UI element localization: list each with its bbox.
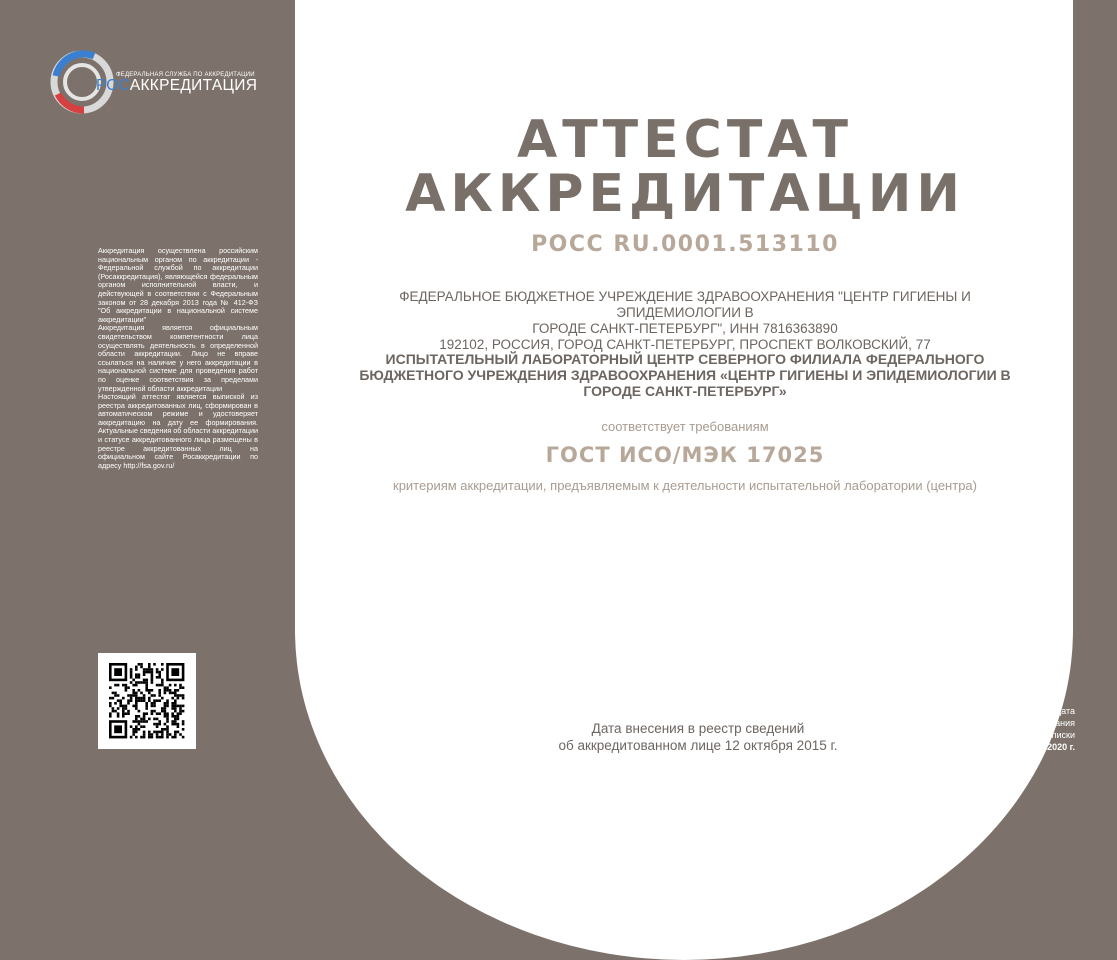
title-line-2: АККРЕДИТАЦИИ [405, 164, 965, 224]
logo-agency-caption: ФЕДЕРАЛЬНАЯ СЛУЖБА ПО АККРЕДИТАЦИИ [116, 72, 255, 78]
registry-date [470, 720, 926, 754]
logo-brand-name [96, 77, 257, 95]
lab-line-1: ИСПЫТАТЕЛЬНЫЙ ЛАБОРАТОРНЫЙ ЦЕНТР СЕВЕРНОГО ФИЛИАЛА ФЕДЕРАЛЬНОГО [385, 351, 985, 367]
laboratory-block [340, 351, 1030, 399]
organization-block [340, 289, 1030, 353]
formation-date-value: 27 января 2020 г. [1000, 742, 1075, 752]
formation-label-1: Дата [1055, 706, 1075, 716]
registration-number: РОСС RU.0001.513110 [531, 232, 839, 257]
org-line-1: ФЕДЕРАЛЬНОЕ БЮДЖЕТНОЕ УЧРЕЖДЕНИЕ ЗДРАВООХРАНЕНИЯ "ЦЕНТР ГИГИЕНЫ И ЭПИДЕМИОЛОГИИ В [399, 289, 971, 320]
formation-label-2: формирования [1011, 718, 1075, 728]
registry-date-line-2: об аккредитованном лице 12 октября 2015 г. [558, 738, 838, 753]
title-line-1: АТТЕСТАТ [516, 110, 854, 170]
logo-brand-suffix: АККРЕДИТАЦИЯ [129, 77, 258, 94]
qr-code-icon [98, 653, 196, 749]
org-line-2: ГОРОДЕ САНКТ-ПЕТЕРБУРГ", ИНН 7816363890 [532, 321, 838, 336]
standard-name: ГОСТ ИСО/МЭК 17025 [545, 443, 825, 467]
formation-date [970, 705, 1075, 753]
registry-date-line-1: Дата внесения в реестр сведений [591, 721, 805, 736]
conforms-text: соответствует требованиям [601, 419, 769, 434]
notice-paragraph-2: Аккредитация является официальным свидетельством компетентности лица осуществлять деятельность в определенной области аккредитации. Лицо не вправе ссылаться на наличие у него аккредитации в национальной системе для проведения работ по оценке соответствия за пределами утвержденной области аккредитации [98, 323, 258, 393]
criteria-text: критериям аккредитации, предъявляемым к деятельности испытательной лаборатории (центра) [393, 478, 977, 493]
org-address: 192102, РОССИЯ, ГОРОД САНКТ-ПЕТЕРБУРГ, ПРОСПЕКТ ВОЛКОВСКИЙ, 77 [439, 337, 931, 352]
formation-label-3: выписки [1040, 730, 1075, 740]
qr-code [98, 653, 196, 749]
lab-line-2: БЮДЖЕТНОГО УЧРЕЖДЕНИЯ ЗДРАВООХРАНЕНИЯ «ЦЕНТР ГИГИЕНЫ И ЭПИДЕМИОЛОГИИ В [359, 367, 1011, 383]
logo-brand-prefix: РОС [96, 77, 130, 94]
lab-line-3: ГОРОДЕ САНКТ-ПЕТЕРБУРГ» [583, 383, 787, 399]
accreditation-notice [98, 247, 258, 470]
notice-paragraph-1: Аккредитация осуществлена российским национальным органом по аккредитации - Федеральной службой по аккредитации (Росаккредитация), являющейся федеральным органом исполнительной власти, и действующей в соответствии с Федеральным законом от 28 декабря 2013 года № 412-ФЗ "Об аккредитации в национальной системе аккредитации" [98, 246, 258, 324]
notice-paragraph-3: Настоящий аттестат является выпиской из реестра аккредитованных лиц, сформирован в автоматическом режиме и удостоверяет аккредитацию на дату ее формирования. Актуальные сведения об области аккредитации и статусе аккредитованного лица размещены в реестре аккредитованных лиц на официальном сайте Росаккредитации по адресу http://fsa.gov.ru/ [98, 392, 258, 470]
